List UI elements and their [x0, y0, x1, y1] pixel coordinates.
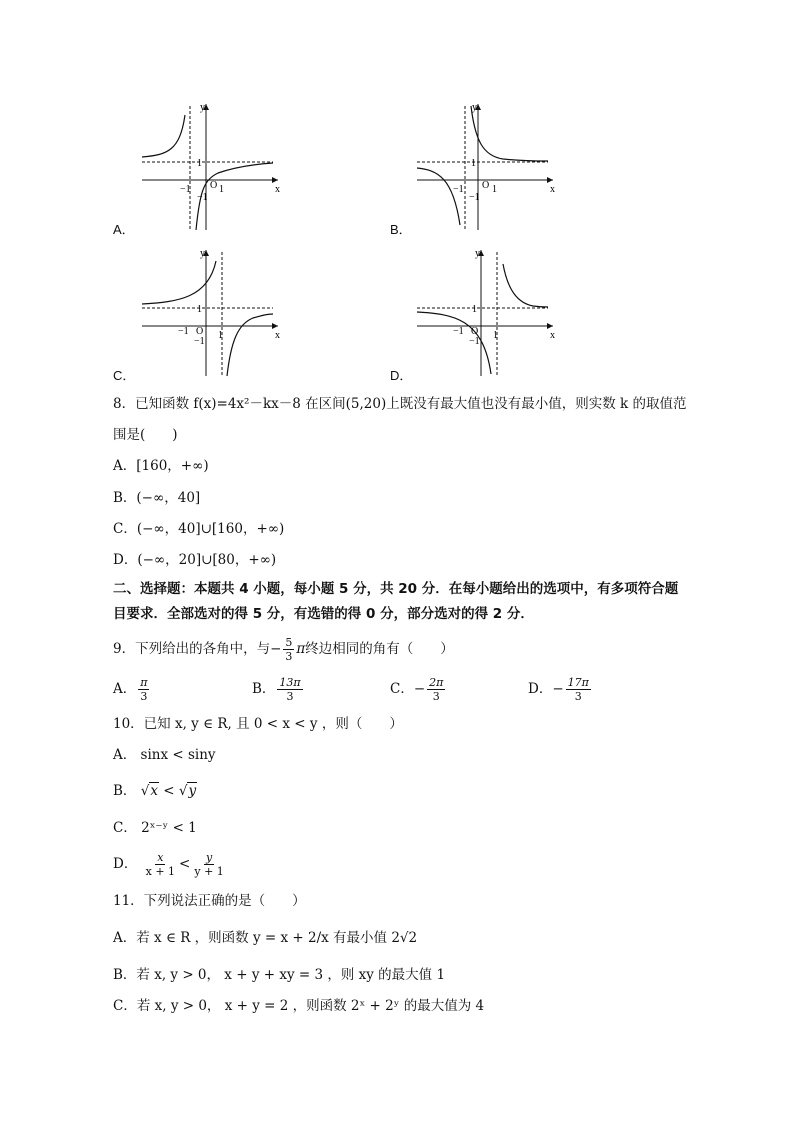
graph-option-b — [413, 100, 558, 232]
x-axis-label: x — [275, 184, 280, 195]
q10-option-b[interactable] — [113, 782, 197, 800]
q10-option-c[interactable]: C． 2ˣ⁻ʸ < 1 — [113, 820, 197, 836]
q11-option-c[interactable]: C．若 x, y > 0， x + y = 2 ，则函数 2ˣ + 2ʸ 的最大值为 4 — [113, 998, 485, 1014]
tick-label: 1 — [197, 304, 202, 315]
q9-stem: 9．下列给出的各角中，与− $\frac{5}{3}$ π终边相同的角有（ ） — [113, 636, 454, 663]
tick-label: 1 — [472, 304, 477, 315]
q8-stem-line1: 8．已知函数 f(x)=4x²－kx－8 在区间(5,20)上既没有最大值也没有最小值，则实数 k 的取值范 — [113, 396, 687, 412]
fraction-denominator: 3 — [286, 690, 294, 703]
tick-label: −1 — [180, 184, 191, 195]
q8-option-c[interactable]: C．(−∞，40]∪[160，+∞) — [113, 521, 285, 537]
option-label: D． — [113, 856, 138, 872]
q10-option-a[interactable]: A． sinx < siny — [113, 747, 216, 763]
fraction-denominator: 3 — [432, 690, 440, 703]
graph-option-c — [138, 246, 283, 378]
q10-option-d[interactable]: D． $\frac{x}{x + 1}$ < $\frac{y}{y + 1}$ — [113, 851, 224, 878]
q11-option-b[interactable]: B．若 x, y > 0， x + y + xy = 3 ，则 xy 的最大值 1 — [113, 967, 446, 983]
q11-stem: 11．下列说法正确的是（ ） — [113, 893, 306, 909]
tick-label: −1 — [178, 326, 189, 337]
tick-label: −1 — [453, 184, 464, 195]
q9-stem-pre: 9．下列给出的各角中，与 — [113, 641, 271, 657]
option-sign: − — [552, 681, 564, 697]
q9-option-d[interactable] — [528, 676, 593, 703]
option-sign: − — [413, 681, 426, 697]
tick-label: 1 — [219, 184, 224, 195]
q10-stem: 10．已知 x, y ∈ R, 且 0 < x < y ，则（ ） — [113, 716, 403, 732]
graph-option-a — [138, 100, 283, 232]
origin-label: O — [196, 326, 204, 337]
tick-label: 1 — [492, 184, 497, 195]
q9-stem-fraction — [283, 636, 294, 663]
tick-label: −1 — [469, 192, 480, 203]
fraction-numerator: 2π — [429, 676, 444, 689]
q9-option-b[interactable] — [252, 676, 305, 703]
tick-label: 1 — [471, 158, 476, 169]
fraction-y: $\frac{y}{y + 1}$ — [194, 851, 224, 878]
y-axis-label: y — [200, 102, 205, 113]
q8-option-b[interactable]: B．(−∞，40] — [113, 490, 201, 506]
section2-line1: 二、选择题：本题共 4 小题，每小题 5 分，共 20 分．在每小题给出的选项中，有多项符合题 — [113, 581, 679, 597]
graph-c-label[interactable]: C． — [113, 368, 136, 383]
tick-label: −1 — [194, 336, 205, 347]
option-fraction — [566, 676, 591, 703]
fraction-denominator: 3 — [140, 690, 148, 703]
origin-label: O — [482, 180, 490, 191]
tick-label: 1 — [493, 330, 498, 341]
option-label: A． — [113, 681, 137, 697]
x-axis-label: x — [275, 330, 280, 341]
q9-stem-post: 终边相同的角有（ ） — [305, 641, 454, 657]
y-axis-label: y — [472, 102, 477, 113]
y-axis-label: y — [200, 248, 205, 259]
fraction-denominator: 3 — [574, 690, 582, 703]
tick-label: 1 — [218, 330, 223, 341]
tick-label: −1 — [197, 192, 208, 203]
tick-label: −1 — [453, 326, 464, 337]
option-fraction — [427, 676, 445, 703]
section2-line2: 目要求．全部选对的得 5 分，有选错的得 0 分，部分选对的得 2 分． — [113, 606, 534, 622]
option-fraction — [138, 676, 149, 703]
y-axis-label: y — [475, 248, 480, 259]
sqrt-expression: √x < √y — [140, 783, 197, 799]
x-axis-label: x — [550, 330, 555, 341]
option-fraction — [277, 676, 302, 703]
tick-label: −1 — [469, 336, 480, 347]
x-axis-label: x — [550, 184, 555, 195]
q9-option-a[interactable] — [113, 676, 151, 703]
graph-d-label[interactable]: D． — [390, 368, 413, 383]
option-label: C． — [390, 681, 414, 697]
q8-stem-line2: 围是( ) — [113, 427, 178, 443]
option-label: B． — [252, 681, 276, 697]
fraction-numerator: 17π — [567, 676, 589, 689]
option-label: B． — [113, 783, 137, 799]
fraction-numerator: 13π — [279, 676, 301, 689]
tick-label: 1 — [197, 158, 202, 169]
graph-option-d — [413, 246, 558, 378]
origin-label: O — [210, 180, 218, 191]
option-label: D． — [528, 681, 553, 697]
q8-option-d[interactable]: D．(−∞，20]∪[80，+∞) — [113, 552, 277, 568]
graph-a-label[interactable]: A． — [113, 222, 135, 237]
fraction-x: $\frac{x}{x + 1}$ — [145, 851, 176, 878]
graph-b-label[interactable]: B． — [390, 222, 412, 237]
q8-option-a[interactable]: A．[160，+∞) — [113, 458, 209, 474]
origin-label: O — [471, 326, 479, 337]
fraction-numerator: π — [140, 676, 148, 689]
q9-option-c[interactable] — [390, 676, 447, 703]
q11-option-a[interactable]: A．若 x ∈ R ，则函数 y = x + 2/x 有最小值 2√2 — [113, 930, 418, 946]
fraction-denominator: 3 — [285, 650, 293, 663]
fraction-numerator: 5 — [285, 636, 293, 649]
